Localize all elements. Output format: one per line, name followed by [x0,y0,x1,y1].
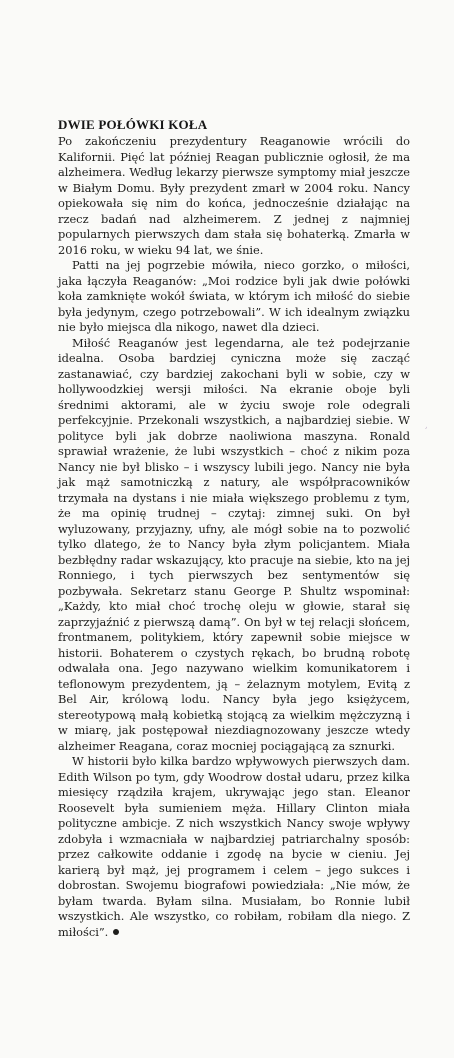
paragraph-1: Po zakończeniu prezydentury Reaganowie wrócili do Kalifornii. Pięć lat później Reagan publicznie ogłosił, że ma alzheimera. Według lekarzy pierwsze symptomy miał jeszcze w Białym Domu. Były prezydent zmarł w 2004 roku. Nancy opiekowała się nim do końca, jednocześnie działając na rzecz badań nad alzheimerem. Z jednej z najmniej popularnych pierwszych dam stała się bohaterką. Zmarła w 2016 roku, w wieku 94 lat, we śnie. [58,134,410,257]
paragraph-2: Patti na jej pogrzebie mówiła, nieco gorzko, o miłości, jaka łączyła Reaganów: „Moi rodzice byli jak dwie połówki koła zamknięte wokół świata, w którym ich miłość do siebie była jedynym, czego potrzebowali”. W ich idealnym związku nie było miejsca dla nikogo, nawet dla dzieci. [58,258,410,334]
paragraph-4-text: W historii było kilka bardzo wpływowych pierwszych dam. Edith Wilson po tym, gdy Woodrow dostał udaru, przez kilka miesięcy rządziła krajem, ukrywając jego stan. Eleanor Roosevelt była sumieniem męża. Hillary Clinton miała polityczne ambicje. Z nich wszystkich Nancy swoje wpływy zdobyła i wzmacniała w najbardziej patriarchalny sposób: przez całkowite oddanie i zgodę na bycie w cieniu. Jej karierą był mąż, jej programem i celem – jego sukces i dobrostan. Swojemu biografowi powiedziała: „Nie mów, że byłam twarda. Byłam silna. Musiałam, bo Ronnie lubił wszystkich. Ale wszystko, co robiłam, robiłam dla niego. Z miłości”. [58,754,410,939]
paragraph-4 [58,754,410,940]
article-column [58,116,410,940]
margin-ink-mark-icon: ¸ [424,420,428,429]
end-of-article-bullet-icon [113,929,119,935]
paragraph-3: Miłość Reaganów jest legendarna, ale też podejrzanie idealna. Osoba bardziej cyniczna może się zacząć zastanawiać, czy bardziej zakochani byli w sobie, czy w hollywoodzkiej wersji miłości. Na ekranie oboje byli średnimi aktorami, ale w życiu swoje role odegrali perfekcyjnie. Przekonali wszystkich, a najbardziej siebie. W polityce byli jak dobrze naoliwiona maszyna. Ronald sprawiał wrażenie, że lubi wszystkich – choć z nikim poza Nancy nie był blisko – i wszyscy lubili jego. Nancy nie była jak mąż samotniczką z natury, ale współpracowników trzymała na dystans i nie miała większego problemu z tym, że ma opinię trudnej – czytaj: zimnej suki. On był wyluzowany, przyjazny, ufny, ale mógł sobie na to pozwolić tylko dlatego, że to Nancy była złym policjantem. Miała bezbłędny radar wskazujący, kto pracuje na siebie, kto na jej Ronniego, i tych pierwszych bez sentymentów się pozbywała. Sekretarz stanu George P. Shultz wspominał: „Każdy, kto miał choć trochę oleju w głowie, starał się zaprzyjaźnić z pierwszą damą”. On był w tej relacji słońcem, frontmanem, politykiem, który zapewnił sobie miejsce w historii. Bohaterem o czystych rękach, bo brudną robotę odwalała ona. Jego nazywano wielkim komunikatorem i teflonowym prezydentem, ją – żelaznym motylem, Evitą z Bel Air, królową lodu. Nancy była jego księżycem, stereotypową małą kobietką stojącą za wielkim mężczyzną i w miarę, jak postępował niezdiagnozowany jeszcze wtedy alzheimer Reagana, coraz mocniej pociągającą za sznurki. [58,335,410,753]
section-heading: DWIE POŁÓWKI KOŁA [58,117,208,132]
